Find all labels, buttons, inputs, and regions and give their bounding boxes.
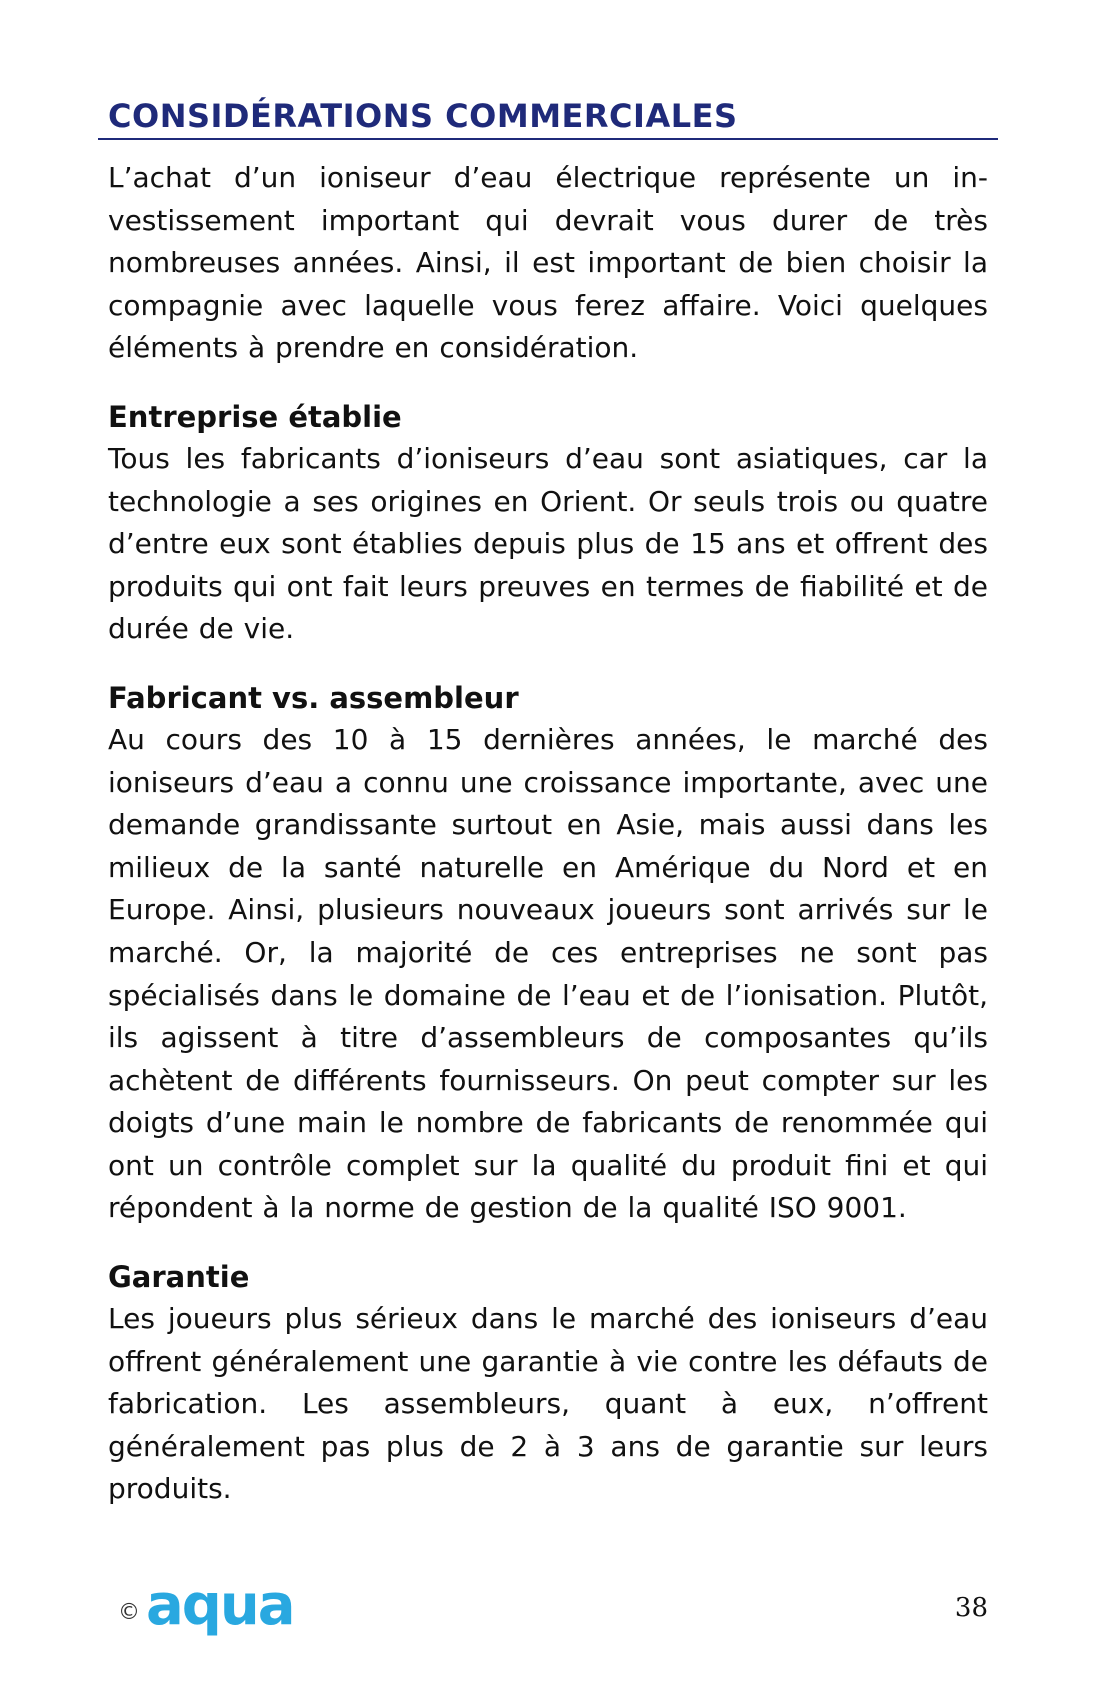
page-number: 38 xyxy=(954,1593,988,1623)
section-paragraph: Tous les fabricants d’ioniseurs d’eau sont asiatiques, car la technologie a ses origines en Orient. Or seuls trois ou quatre d’entre eux sont établies depuis plus de 15 ans et offrent des produits qui ont fait leurs preuves en termes de fiabilité et de durée de vie. xyxy=(108,441,988,646)
aqua-logo-text: aqua xyxy=(146,1580,294,1638)
page-title: CONSIDÉRATIONS COMMERCIALES xyxy=(108,97,738,135)
intro-paragraph: L’achat d’un ioniseur d’eau électrique représente un investissement important qui devrait vous durer de très nombreuses années. Ainsi, il est important de bien choisir la compagnie avec laquelle vous ferez affaire. Voici quelques éléments à prendre en considération. xyxy=(108,161,988,365)
section-paragraph: Au cours des 10 à 15 dernières années, le marché des ioniseurs d’eau a connu une croissance importante, avec une demande grandissante surtout en Asie, mais aussi dans les milieux de la santé naturelle en Amérique du Nord et en Europe. Ainsi, plusieurs nouveaux joueurs sont arrivés sur le marché. Or, la majorité de ces entreprises ne sont pas spécialisés dans le domaine de l’eau et de l’ionisation. Plutôt, ils agissent à titre d’assembleurs de composantes qu’ils achètent de différents fournisseurs. On peut compter sur les doigts d’une main le nombre de fabricants de renommée qui ont un contrôle complet sur la qualité du produit fini et qui répondent à la norme de gestion de la qualité ISO 9001. xyxy=(108,722,988,1225)
section-heading: Fabricant vs. assembleur xyxy=(108,680,519,715)
copyright-symbol: © xyxy=(118,1600,140,1625)
section-heading: Entreprise établie xyxy=(108,399,402,434)
section-paragraph: Les joueurs plus sérieux dans le marché des ioniseurs d’eau offrent généralement une garantie à vie contre les défauts de fabrication. Les assembleurs, quant à eux, n’offrent généralement pas plus de 2 à 3 ans de garantie sur leurs produits. xyxy=(108,1302,988,1506)
page-content xyxy=(108,157,988,1511)
section-fabricant-vs-assembleur xyxy=(108,677,988,1230)
aqua-logo-icon xyxy=(146,1580,296,1642)
section-entreprise-etablie xyxy=(108,396,988,651)
section-heading: Garantie xyxy=(108,1260,250,1295)
title-underline xyxy=(98,138,998,140)
section-garantie xyxy=(108,1256,988,1511)
